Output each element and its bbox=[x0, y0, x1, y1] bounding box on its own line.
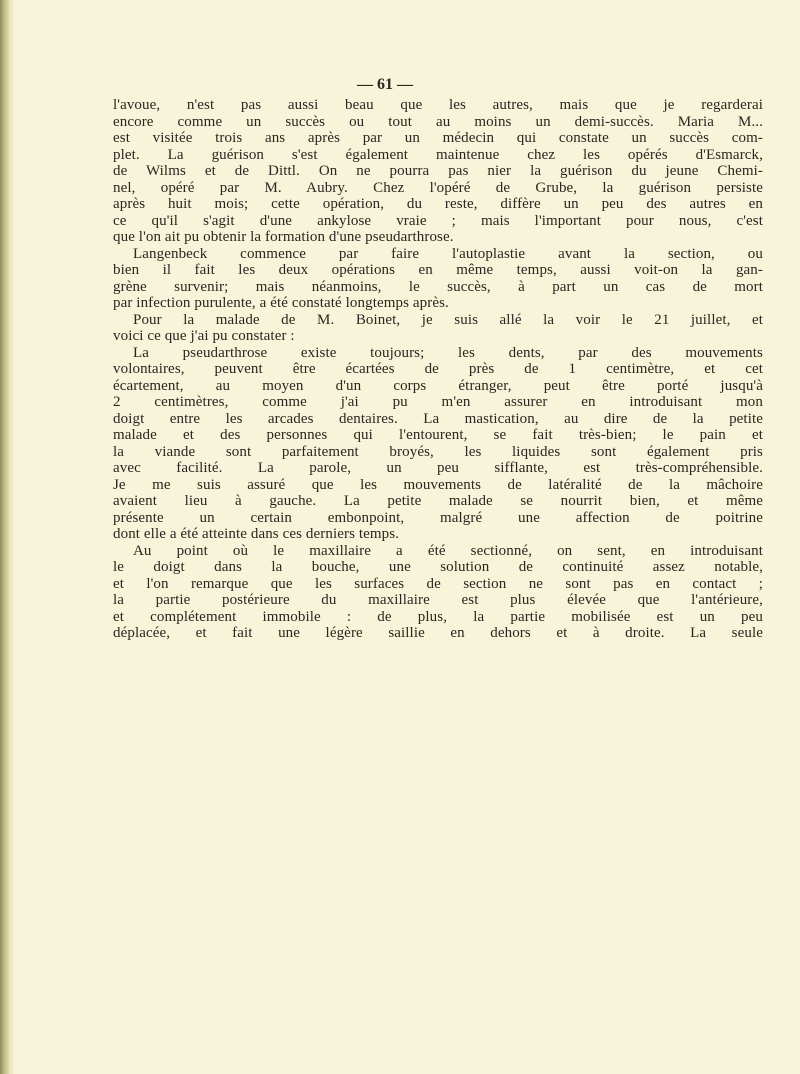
body-text bbox=[113, 97, 763, 642]
text-line: dont elle a été atteinte dans ces derniers temps. bbox=[113, 526, 400, 542]
text-line: La pseudarthrose existe toujours; les dents, par des mouvements bbox=[133, 344, 763, 361]
text-line: avaient lieu à gauche. La petite malade se nourrit bien, et même bbox=[113, 493, 763, 509]
text-line: présente un certain embonpoint, malgré une affection de poitrine bbox=[113, 509, 763, 526]
text-line: l'avoue, n'est pas aussi beau que les autres, mais que je regarderai bbox=[113, 97, 763, 113]
text-line: Je me suis assuré que les mouvements de latéralité de la mâchoire bbox=[113, 476, 763, 493]
text-line: 2 centimètres, comme j'ai pu m'en assurer en introduisant mon bbox=[113, 394, 763, 410]
text-line: Pour la malade de M. Boinet, je suis allé la voir le 21 juillet, et bbox=[133, 311, 763, 328]
text-line: Au point où le maxillaire a été sectionné, on sent, en introduisant bbox=[133, 542, 763, 559]
text-line: déplacée, et fait une légère saillie en dehors et à droite. La seule bbox=[113, 625, 763, 641]
page-number bbox=[0, 76, 800, 94]
text-line: Langenbeck commence par faire l'autoplastie avant la section, ou bbox=[133, 245, 763, 262]
text-line: est visitée trois ans après par un médecin qui constate un succès com- bbox=[113, 130, 763, 146]
text-line: plet. La guérison s'est également maintenue chez les opérés d'Esmarck, bbox=[113, 146, 763, 163]
text-line: et l'on remarque que les surfaces de section ne sont pas en contact ; bbox=[113, 575, 763, 592]
text-line: bien il fait les deux opérations en même temps, aussi voit-on la gan- bbox=[113, 262, 763, 278]
text-line: volontaires, peuvent être écartées de près de 1 centimètre, et cet bbox=[113, 361, 763, 377]
book-binding-edge bbox=[0, 0, 9, 1074]
text-line: la viande sont parfaitement broyés, les liquides sont également pris bbox=[113, 443, 763, 460]
text-line: le doigt dans la bouche, une solution de continuité assez notable, bbox=[113, 559, 763, 575]
page-gutter bbox=[9, 0, 13, 1074]
text-line: voici ce que j'ai pu constater : bbox=[113, 328, 295, 344]
text-line: et complétement immobile : de plus, la partie mobilisée est un peu bbox=[113, 608, 763, 625]
text-line: ce qu'il s'agit d'une ankylose vraie ; mais l'important pour nous, c'est bbox=[113, 212, 763, 229]
text-line: grène survenir; mais néanmoins, le succès, à part un cas de mort bbox=[113, 278, 763, 295]
text-line: encore comme un succès ou tout au moins un demi-succès. Maria M... bbox=[113, 113, 763, 130]
text-line: doigt entre les arcades dentaires. La mastication, au dire de la petite bbox=[113, 410, 763, 427]
text-line: après huit mois; cette opération, du reste, diffère un peu des autres en bbox=[113, 196, 763, 212]
text-line: écartement, au moyen d'un corps étranger, peut être porté jusqu'à bbox=[113, 377, 763, 394]
text-line: par infection purulente, a été constaté longtemps après. bbox=[113, 295, 449, 311]
text-line: la partie postérieure du maxillaire est plus élevée que l'antérieure, bbox=[113, 592, 763, 608]
text-line: malade et des personnes qui l'entourent, se fait très-bien; le pain et bbox=[113, 427, 763, 443]
text-line: avec facilité. La parole, un peu sifflante, est très-compréhensible. bbox=[113, 460, 763, 476]
page-number-text: — 61 — bbox=[357, 76, 413, 93]
text-line: que l'on ait pu obtenir la formation d'une pseudarthrose. bbox=[113, 229, 454, 245]
text-line: de Wilms et de Dittl. On ne pourra pas nier la guérison du jeune Chemi- bbox=[113, 163, 763, 179]
text-line: nel, opéré par M. Aubry. Chez l'opéré de Grube, la guérison persiste bbox=[113, 179, 763, 196]
